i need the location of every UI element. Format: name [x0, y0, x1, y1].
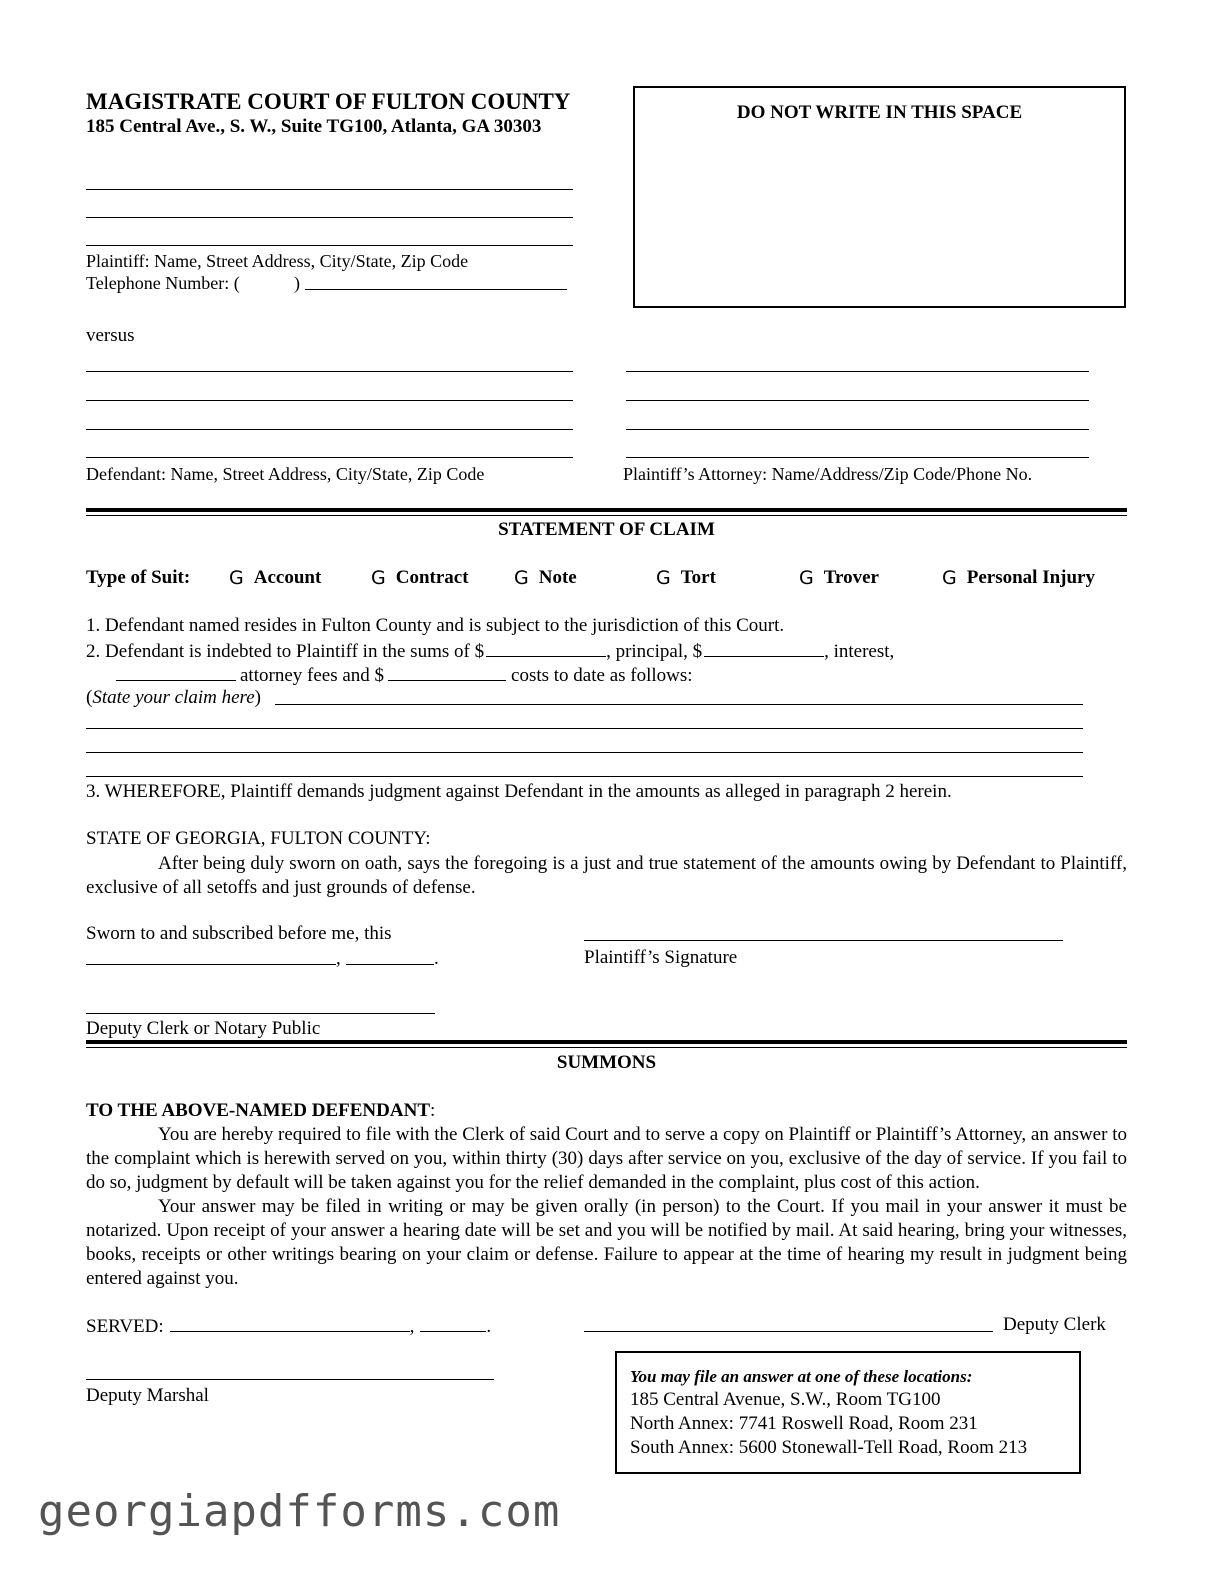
plaintiff-line[interactable]: [86, 245, 573, 246]
item-2-text: , interest,: [824, 641, 895, 662]
deputy-clerk-label: Deputy Clerk: [1003, 1314, 1106, 1335]
plaintiff-signature-label: Plaintiff’s Signature: [584, 947, 738, 968]
deputy-marshal-signature-field[interactable]: [86, 1379, 494, 1380]
checkbox-icon[interactable]: G: [656, 567, 671, 589]
summons-to: [86, 1100, 435, 1122]
checkbox-icon[interactable]: G: [942, 567, 957, 589]
checkbox-icon[interactable]: G: [514, 567, 529, 589]
reserved-box-label: DO NOT WRITE IN THIS SPACE: [736, 102, 1023, 123]
defendant-line[interactable]: [86, 429, 573, 430]
summons-body: [86, 1123, 1127, 1291]
checkbox-icon[interactable]: G: [371, 567, 386, 589]
defendant-caption: Defendant: Name, Street Address, City/State, Zip Code: [86, 464, 485, 484]
served-date-field[interactable]: [170, 1314, 410, 1332]
oath-statement: [86, 852, 1127, 900]
summons-heading: SUMMONS: [556, 1052, 657, 1073]
served-year-field[interactable]: [420, 1314, 486, 1332]
attorney-line[interactable]: [626, 371, 1089, 372]
state-claim-label: (State your claim here): [86, 687, 261, 708]
filing-locations-heading: You may file an answer at one of these locations:: [630, 1367, 973, 1386]
suit-option-note[interactable]: [514, 567, 577, 589]
interest-amount-field[interactable]: [704, 639, 824, 657]
court-name: MAGISTRATE COURT OF FULTON COUNTY: [86, 89, 571, 114]
attorney-line[interactable]: [626, 400, 1089, 401]
attorney-fees-field[interactable]: [116, 663, 236, 681]
claim-heading: STATEMENT OF CLAIM: [498, 519, 715, 540]
defendant-line[interactable]: [86, 400, 573, 401]
defendant-line[interactable]: [86, 371, 573, 372]
claim-item-3: 3. WHEREFORE, Plaintiff demands judgment against Defendant in the amounts as alleged in paragraph 2 herein.: [86, 781, 952, 802]
oath-venue: STATE OF GEORGIA, FULTON COUNTY:: [86, 828, 431, 849]
claim-text-line[interactable]: [86, 752, 1083, 753]
deputy-clerk-signature-field[interactable]: [584, 1331, 993, 1332]
suit-option-personal-injury[interactable]: [942, 567, 1095, 589]
checkbox-icon[interactable]: G: [799, 567, 814, 589]
attorney-line[interactable]: [626, 457, 1089, 458]
claim-item-1: 1. Defendant named resides in Fulton County and is subject to the jurisdiction of this Court.: [86, 615, 785, 636]
versus-label: versus: [86, 325, 135, 346]
claim-text-line[interactable]: [86, 776, 1083, 777]
court-address: 185 Central Ave., S. W., Suite TG100, Atlanta, GA 30303: [86, 116, 542, 137]
deputy-marshal-label: Deputy Marshal: [86, 1385, 209, 1406]
suit-option-label: Contract: [395, 567, 469, 588]
filing-location: 185 Central Avenue, S.W., Room TG100: [630, 1389, 941, 1410]
state-claim-text: State your claim here: [92, 687, 255, 708]
served-comma: ,: [409, 1316, 415, 1337]
filing-location: North Annex: 7741 Roswell Road, Room 231: [630, 1413, 978, 1434]
suit-option-label: Account: [253, 567, 322, 588]
watermark-text: georgiapdfforms.com: [38, 1486, 561, 1537]
item-2-text: , principal, $: [606, 641, 703, 662]
claim-text-line[interactable]: [86, 728, 1083, 729]
plaintiff-phone-close: ): [294, 273, 300, 293]
sworn-year-field[interactable]: [346, 964, 434, 965]
served-period: .: [486, 1316, 492, 1337]
plaintiff-signature-field[interactable]: [584, 940, 1063, 941]
plaintiff-caption: Plaintiff: Name, Street Address, City/State, Zip Code: [86, 251, 469, 271]
plaintiff-phone-label: Telephone Number: (: [86, 273, 240, 293]
item-2-text: 2. Defendant is indebted to Plaintiff in the sums of $: [86, 641, 485, 662]
summons-paragraph-2: Your answer may be filed in writing or may be given orally (in person) to the Court. If you mail in your answer it must be notarized. Upon receipt of your answer a hearing date will be set and you will be notified by mail. At said hearing, bring your witnesses, books, receipts or other writings bearing on your claim or defense. Failure to appear at the time of hearing my result in judgment being entered against you.: [86, 1196, 1127, 1289]
suit-option-label: Tort: [680, 567, 716, 588]
section-divider: [86, 1040, 1127, 1048]
claim-item-2: [86, 639, 894, 663]
suit-option-trover[interactable]: [799, 567, 879, 589]
suit-option-label: Trover: [823, 567, 879, 588]
section-divider: [86, 508, 1127, 516]
item-2-text: attorney fees and $: [240, 665, 385, 686]
checkbox-icon[interactable]: G: [229, 567, 244, 589]
suit-option-contract[interactable]: [371, 567, 469, 589]
suit-option-account[interactable]: [229, 567, 321, 589]
suit-type-label: Type of Suit:: [86, 567, 191, 588]
sworn-day-field[interactable]: [86, 964, 336, 965]
served-label: SERVED:: [86, 1316, 164, 1337]
claim-item-2-cont: [116, 663, 693, 687]
clerk-signature-field[interactable]: [86, 1013, 435, 1014]
item-2-text: costs to date as follows:: [511, 665, 693, 686]
plaintiff-line[interactable]: [86, 189, 573, 190]
reserved-box: [633, 86, 1126, 308]
filing-location: South Annex: 5600 Stonewall-Tell Road, Room 213: [630, 1437, 1028, 1458]
plaintiff-phone-field[interactable]: [305, 289, 567, 290]
clerk-signature-label: Deputy Clerk or Notary Public: [86, 1018, 321, 1039]
suit-option-tort[interactable]: [656, 567, 716, 589]
filing-locations-box: [615, 1351, 1081, 1474]
oath-statement-text: After being duly sworn on oath, says the foregoing is a just and true statement of the amounts owing by Defendant to Plaintiff, exclusive of all setoffs and just grounds of defense.: [86, 853, 1127, 898]
sworn-comma: ,: [336, 948, 341, 969]
principal-amount-field[interactable]: [486, 639, 606, 657]
attorney-caption: Plaintiff’s Attorney: Name/Address/Zip Code/Phone No.: [623, 464, 1033, 484]
defendant-line[interactable]: [86, 457, 573, 458]
sworn-label: Sworn to and subscribed before me, this: [86, 923, 392, 944]
plaintiff-line[interactable]: [86, 217, 573, 218]
served-row: [86, 1314, 491, 1338]
claim-text-line[interactable]: [275, 704, 1083, 705]
costs-amount-field[interactable]: [388, 663, 506, 681]
sworn-period: .: [434, 948, 439, 969]
suit-option-label: Personal Injury: [966, 567, 1095, 588]
summons-to-label: TO THE ABOVE-NAMED DEFENDANT: [86, 1100, 430, 1121]
summons-paragraph-1: You are hereby required to file with the Clerk of said Court and to serve a copy on Plaintiff or Plaintiff’s Attorney, an answer to the complaint which is herewith served on you, within thirty (30) days after service on you, exclusive of the day of service. If you fail to do so, judgment by default will be taken against you for the relief demanded in the complaint, plus cost of this action.: [86, 1124, 1127, 1193]
attorney-line[interactable]: [626, 429, 1089, 430]
suit-option-label: Note: [538, 567, 577, 588]
summons-colon: :: [430, 1100, 436, 1121]
